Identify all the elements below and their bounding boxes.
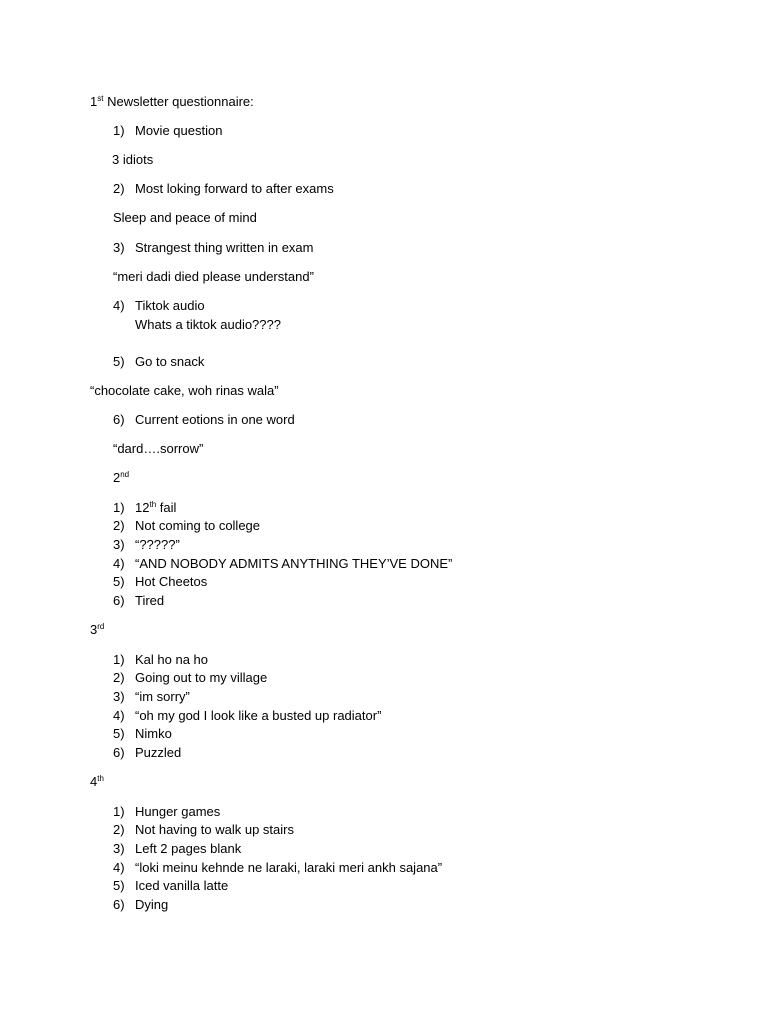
list-item-number: 1) <box>113 804 125 819</box>
question-number: 4) <box>113 298 125 313</box>
answer-text: “dard….sorrow” <box>113 441 204 456</box>
list-item-number: 4) <box>113 708 125 723</box>
list-item-number: 2) <box>113 822 125 837</box>
heading-ordinal: nd <box>120 470 130 479</box>
list-item: Left 2 pages blank <box>135 841 242 856</box>
list-item: “loki meinu kehnde ne laraki, laraki meri ankh sajana” <box>135 860 443 875</box>
answer-text: 3 idiots <box>112 152 154 167</box>
list-item-number: 4) <box>113 860 125 875</box>
list-item-number: 3) <box>113 537 125 552</box>
list-item: Dying <box>135 897 169 912</box>
list-item: Going out to my village <box>135 670 268 685</box>
list-item: Kal ho na ho <box>135 652 209 667</box>
list-item: Hunger games <box>135 804 221 819</box>
list-item-number: 6) <box>113 897 125 912</box>
question-number: 5) <box>113 354 125 369</box>
title-ordinal: st <box>97 94 104 103</box>
list-item-number: 6) <box>113 745 125 760</box>
title-text: Newsletter questionnaire: <box>103 94 254 109</box>
question-text: Most loking forward to after exams <box>135 181 334 196</box>
list-item: Not coming to college <box>135 518 261 533</box>
list-item: “im sorry” <box>135 689 190 704</box>
list-item-number: 3) <box>113 841 125 856</box>
section-heading-2 <box>113 470 129 486</box>
list-item: “AND NOBODY ADMITS ANYTHING THEY’VE DONE” <box>135 556 453 571</box>
list-item-number: 5) <box>113 726 125 741</box>
question-number: 6) <box>113 412 125 427</box>
question-text: Strangest thing written in exam <box>135 240 314 255</box>
list-item-number: 2) <box>113 670 125 685</box>
question-text: Current eotions in one word <box>135 412 295 427</box>
list-item-number: 4) <box>113 556 125 571</box>
list-item: Puzzled <box>135 745 182 760</box>
question-number: 2) <box>113 181 125 196</box>
section-heading-3 <box>90 622 104 638</box>
list-item-suffix: fail <box>156 500 177 515</box>
list-item: Not having to walk up stairs <box>135 822 294 837</box>
list-item-number: 6) <box>113 593 125 608</box>
list-item-number: 5) <box>113 878 125 893</box>
heading-number: 3 <box>90 622 98 637</box>
list-item: Iced vanilla latte <box>135 878 229 893</box>
list-item-number: 1) <box>113 652 125 667</box>
list-item: “?????” <box>135 537 180 552</box>
heading-ordinal: th <box>97 774 104 783</box>
list-item-number: 1) <box>113 500 125 515</box>
list-item-ordinal: th <box>149 500 157 509</box>
document-title <box>90 94 254 110</box>
question-text: Movie question <box>135 123 223 138</box>
answer-text: Sleep and peace of mind <box>113 210 257 225</box>
heading-ordinal: rd <box>97 622 105 631</box>
list-item-number: 5) <box>113 574 125 589</box>
answer-text: “meri dadi died please understand” <box>113 269 314 284</box>
list-item: Tired <box>135 593 165 608</box>
answer-text: Whats a tiktok audio???? <box>135 317 281 332</box>
list-item <box>135 500 176 516</box>
title-number: 1 <box>90 94 98 109</box>
list-item: Hot Cheetos <box>135 574 208 589</box>
question-number: 1) <box>113 123 125 138</box>
question-number: 3) <box>113 240 125 255</box>
question-text: Tiktok audio <box>135 298 205 313</box>
list-item-text: 12 <box>135 500 150 515</box>
question-text: Go to snack <box>135 354 205 369</box>
answer-text: “chocolate cake, woh rinas wala” <box>90 383 279 398</box>
list-item-number: 2) <box>113 518 125 533</box>
list-item: Nimko <box>135 726 172 741</box>
heading-number: 4 <box>90 774 98 789</box>
section-heading-4 <box>90 774 104 790</box>
heading-number: 2 <box>113 470 121 485</box>
list-item-number: 3) <box>113 689 125 704</box>
list-item: “oh my god I look like a busted up radiator” <box>135 708 382 723</box>
